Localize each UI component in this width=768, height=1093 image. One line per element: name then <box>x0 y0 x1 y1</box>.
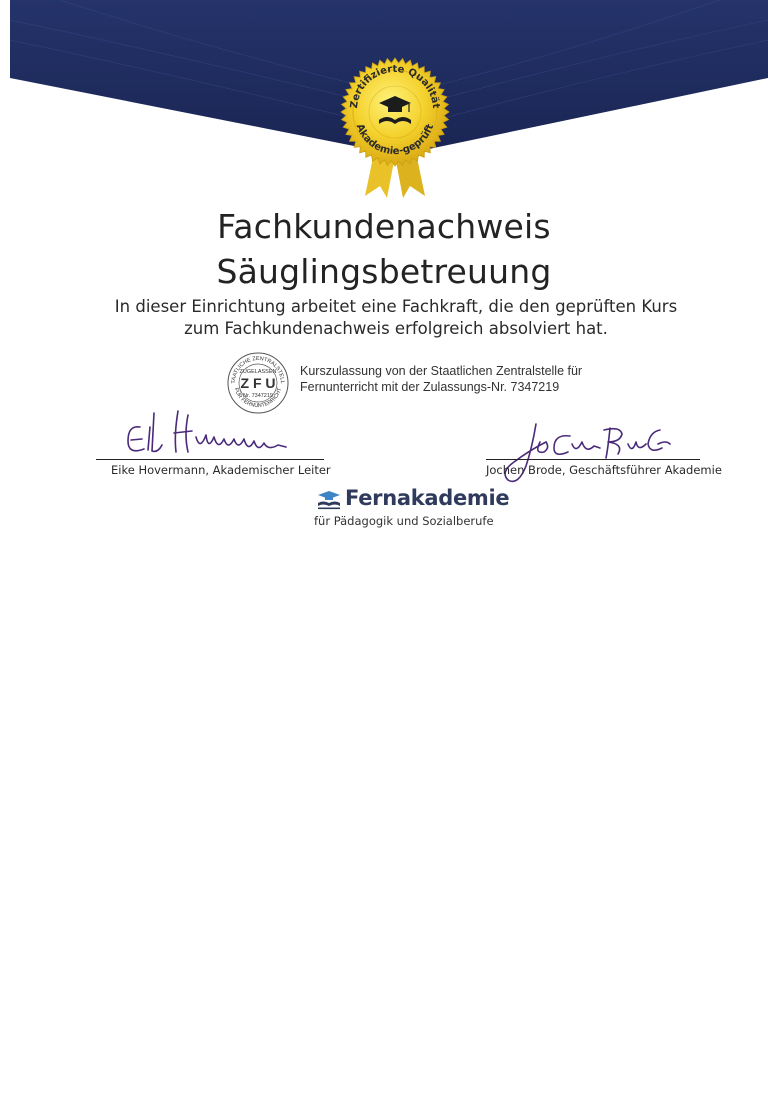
quality-seal <box>325 48 465 198</box>
zfu-ring-bottom-text: FÜR FERNUNTERRICHT <box>232 387 284 410</box>
certificate-subtitle-line1: In dieser Einrichtung arbeitet eine Fachkraft, die den geprüften Kurs <box>114 297 678 316</box>
certificate-subtitle-line2: zum Fachkundenachweis erfolgreich absolviert hat. <box>184 319 608 338</box>
right-signature-image <box>490 418 680 490</box>
zfu-number: Nr. 7347219 <box>243 393 273 399</box>
zfu-approval-text-line2: Fernunterricht mit der Zulassungs-Nr. 7347219 <box>300 380 560 394</box>
left-signature-image <box>118 405 298 460</box>
zfu-letters: Z F U <box>240 375 276 391</box>
right-signature-caption: Jochen Brode, Geschäftsführer Akademie <box>486 463 722 477</box>
certificate-title-line2: Säuglingsbetreuung <box>216 252 552 291</box>
left-signature-caption: Eike Hovermann, Akademischer Leiter <box>111 463 331 477</box>
right-signature-line <box>486 459 700 460</box>
fernakademie-cap-book-icon <box>316 490 342 510</box>
seal-top-text: Zertifizierte Qualität <box>348 63 442 109</box>
left-signature-line <box>96 459 324 460</box>
seal-bottom-text: Akademie-geprüft <box>353 122 437 158</box>
zfu-approved-text: ZUGELASSEN <box>239 369 277 375</box>
fernakademie-logo-name: Fernakademie <box>345 486 510 510</box>
fernakademie-logo-tagline: für Pädagogik und Sozialberufe <box>314 514 494 528</box>
zfu-approval-text-line1: Kurszulassung von der Staatlichen Zentralstelle für <box>300 364 583 378</box>
zfu-ring-top-text: TAATLICHE ZENTRALSTELL <box>230 355 286 384</box>
certificate-title-line1: Fachkundenachweis <box>217 207 551 246</box>
